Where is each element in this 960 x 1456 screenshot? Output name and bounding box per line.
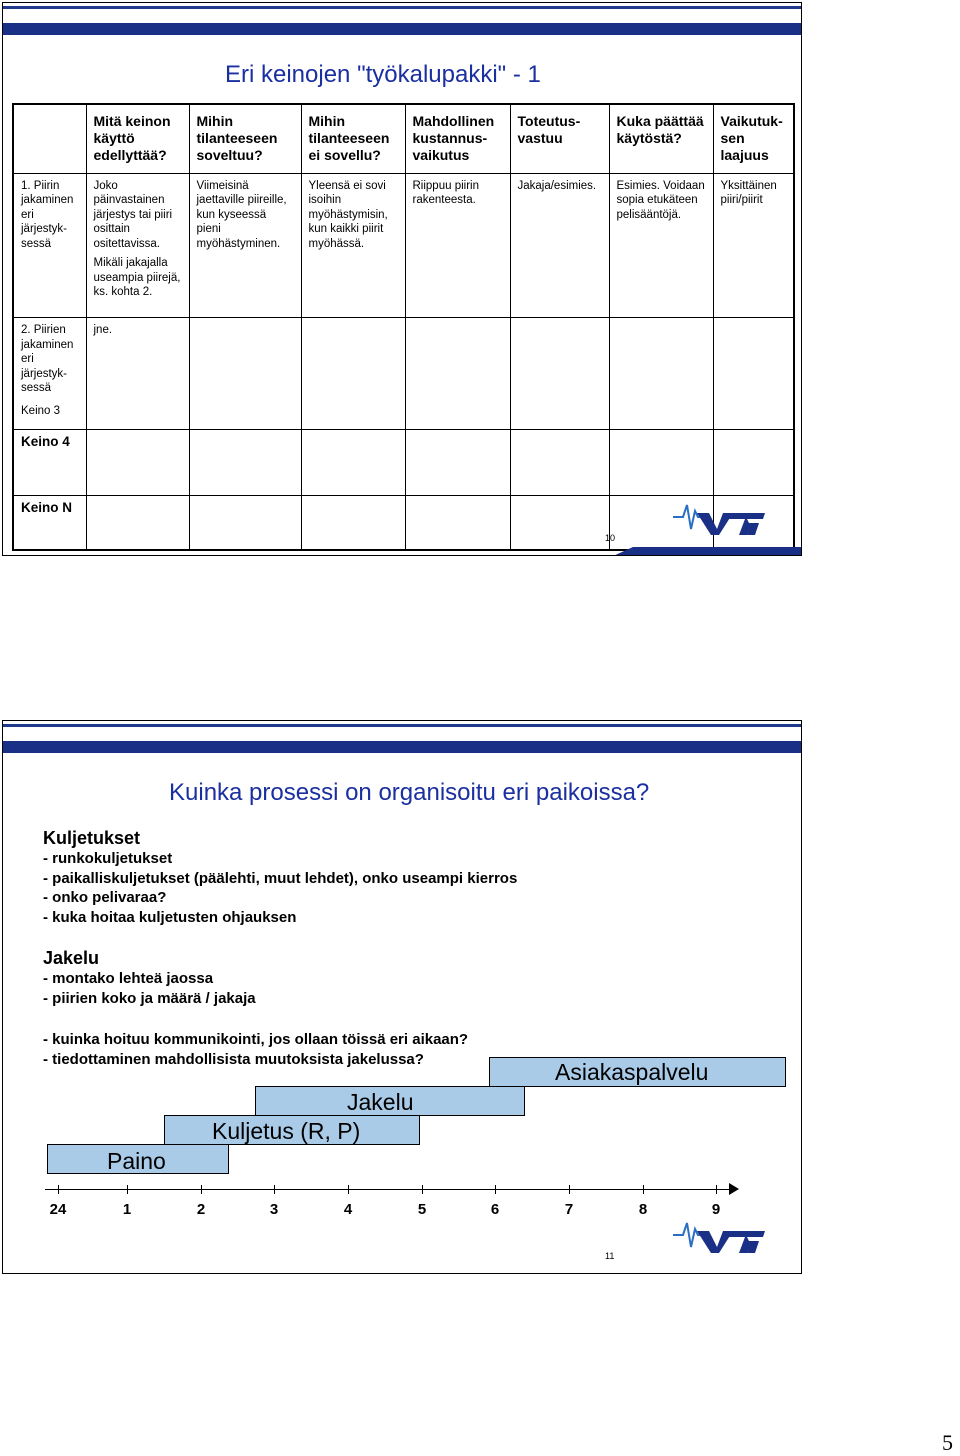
list-item: - onko pelivaraa? bbox=[43, 889, 167, 907]
table-cell: Viimeisinä jaettaville piireille, kun kyseessä pieni myöhästyminen. bbox=[189, 173, 301, 318]
axis-label: 8 bbox=[638, 1201, 648, 1218]
process-box-jakelu: Jakelu bbox=[255, 1086, 525, 1116]
axis-label: 2 bbox=[196, 1201, 206, 1218]
table-cell bbox=[86, 430, 189, 495]
table-cell bbox=[609, 430, 713, 495]
process-box-asiakaspalvelu: Asiakaspalvelu bbox=[489, 1057, 786, 1087]
table-cell: jne. bbox=[86, 318, 189, 430]
table-cell bbox=[189, 495, 301, 550]
axis-label: 7 bbox=[564, 1201, 574, 1218]
table-cell bbox=[189, 318, 301, 430]
table-cell bbox=[510, 495, 609, 550]
slide-1-page-number: 10 bbox=[605, 533, 616, 543]
axis-label: 9 bbox=[711, 1201, 721, 1218]
cell-paragraph: Mikäli jakajalla useampia piirejä, ks. kohta 2. bbox=[93, 257, 181, 299]
list-item: - tiedottaminen mahdollisista muutoksista jakelussa? bbox=[43, 1050, 424, 1068]
slide-2-title: Kuinka prosessi on organisoitu eri paikoissa? bbox=[169, 779, 650, 806]
kuljetukset-heading: Kuljetukset bbox=[43, 828, 141, 848]
axis-tick bbox=[127, 1185, 128, 1194]
list-item: - piirien koko ja määrä / jakaja bbox=[43, 989, 256, 1007]
header-stripe-thin bbox=[3, 6, 801, 9]
cell-paragraph: Joko päinvastainen järjestys tai piiri osittain ositettavissa. bbox=[93, 179, 173, 250]
axis-tick bbox=[569, 1185, 570, 1194]
header-stripe-thin bbox=[3, 724, 801, 727]
jakelu-section bbox=[43, 949, 256, 1008]
list-item: - paikalliskuljetukset (päälehti, muut lehdet), onko useampi kierros bbox=[43, 869, 518, 887]
table-row bbox=[13, 430, 794, 495]
jakelu-heading: Jakelu bbox=[43, 948, 100, 968]
axis-label: 24 bbox=[49, 1201, 67, 1218]
axis-tick bbox=[495, 1185, 496, 1194]
header-responsibility: Toteutus-vastuu bbox=[510, 104, 609, 173]
row-label: 1. Piirin jakaminen eri järjestyk-sessä bbox=[13, 173, 86, 318]
time-axis-line bbox=[45, 1189, 731, 1190]
header-stripe-thick bbox=[3, 23, 801, 35]
axis-tick bbox=[274, 1185, 275, 1194]
table-cell bbox=[510, 430, 609, 495]
axis-label: 6 bbox=[490, 1201, 500, 1218]
table-cell: Esimies. Voidaan sopia etukäteen pelisääntöjä. bbox=[609, 173, 713, 318]
header-requirements: Mitä keinon käyttö edellyttää? bbox=[86, 104, 189, 173]
header-stripe-thick bbox=[3, 741, 801, 753]
table-row bbox=[13, 173, 794, 318]
axis-tick bbox=[348, 1185, 349, 1194]
table-cell bbox=[405, 495, 510, 550]
header-cell-empty bbox=[13, 104, 86, 173]
axis-label: 3 bbox=[269, 1201, 279, 1218]
table-cell bbox=[86, 173, 189, 318]
table-cell bbox=[405, 318, 510, 430]
axis-tick bbox=[422, 1185, 423, 1194]
row-label: Keino 4 bbox=[13, 430, 86, 495]
row-label-keino-3: Keino 3 bbox=[21, 404, 61, 417]
header-cost-effect: Mahdollinen kustannus-vaikutus bbox=[405, 104, 510, 173]
table-cell bbox=[189, 430, 301, 495]
vtt-logo-icon bbox=[671, 1215, 767, 1255]
table-cell bbox=[86, 495, 189, 550]
communication-section bbox=[43, 1030, 468, 1070]
tool-kit-table bbox=[12, 103, 795, 551]
axis-label: 4 bbox=[343, 1201, 353, 1218]
table-cell bbox=[713, 430, 794, 495]
table-cell bbox=[405, 430, 510, 495]
table-row bbox=[13, 318, 794, 430]
list-item: - kuinka hoituu kommunikointi, jos ollaan töissä eri aikaan? bbox=[43, 1031, 469, 1048]
axis-tick bbox=[58, 1185, 59, 1194]
axis-label: 5 bbox=[417, 1201, 427, 1218]
table-cell: Yleensä ei sovi isoihin myöhästymisin, kun kaikki piirit myöhässä. bbox=[301, 173, 405, 318]
axis-tick bbox=[716, 1185, 717, 1194]
process-box-kuljetus: Kuljetus (R, P) bbox=[164, 1115, 420, 1145]
table-cell bbox=[301, 318, 405, 430]
table-cell bbox=[301, 495, 405, 550]
table-cell bbox=[713, 318, 794, 430]
axis-tick bbox=[643, 1185, 644, 1194]
vtt-logo-icon bbox=[671, 497, 767, 537]
slide-2-page-number: 11 bbox=[605, 1251, 615, 1261]
table-cell: Jakaja/esimies. bbox=[510, 173, 609, 318]
axis-tick bbox=[201, 1185, 202, 1194]
table-cell: Yksittäinen piiri/piirit bbox=[713, 173, 794, 318]
table-cell: Riippuu piirin rakenteesta. bbox=[405, 173, 510, 318]
table-cell bbox=[510, 318, 609, 430]
slide-1-title: Eri keinojen "työkalupakki" - 1 bbox=[225, 61, 541, 88]
kuljetukset-section bbox=[43, 829, 517, 928]
axis-label: 1 bbox=[122, 1201, 132, 1218]
slide-1 bbox=[2, 2, 802, 556]
slide-2 bbox=[2, 720, 802, 1274]
list-item: - runkokuljetukset bbox=[43, 849, 173, 867]
list-item: - montako lehteä jaossa bbox=[43, 969, 214, 987]
table-cell bbox=[301, 430, 405, 495]
header-decision-maker: Kuka päättää käytöstä? bbox=[609, 104, 713, 173]
table-header-row bbox=[13, 104, 794, 173]
row-label bbox=[13, 318, 86, 430]
row-label-text: 2. Piirien jakaminen eri järjestyk-sessä bbox=[21, 324, 74, 395]
footer-stripe bbox=[633, 547, 802, 556]
list-item: - kuka hoitaa kuljetusten ohjauksen bbox=[43, 909, 297, 927]
process-box-paino: Paino bbox=[47, 1144, 229, 1174]
time-axis-arrow-icon bbox=[729, 1183, 739, 1195]
header-scope: Vaikutuk-sen laajuus bbox=[713, 104, 794, 173]
header-not-suitable-for: Mihin tilanteeseen ei sovellu? bbox=[301, 104, 405, 173]
table-cell bbox=[609, 318, 713, 430]
row-label: Keino N bbox=[13, 495, 86, 550]
header-suitable-for: Mihin tilanteeseen soveltuu? bbox=[189, 104, 301, 173]
document-page-number: 5 bbox=[942, 1430, 953, 1455]
